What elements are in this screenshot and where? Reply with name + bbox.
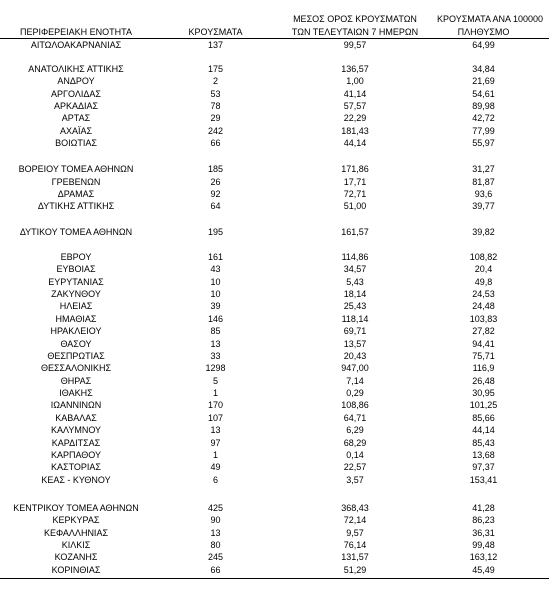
avg7-cell: 114,86: [341, 252, 369, 262]
per100k-cell: 36,31: [472, 528, 495, 538]
cases-cell: 26: [210, 177, 221, 187]
table-row: [0, 300, 551, 312]
region-cell: ΙΩΑΝΝΙΝΩΝ: [50, 400, 102, 410]
cases-cell: 195: [207, 227, 224, 237]
table-row: [0, 527, 551, 539]
table-row: [0, 399, 551, 411]
region-cell: ΒΟΡΕΙΟΥ ΤΟΜΕΑ ΑΘΗΝΩΝ: [18, 164, 134, 174]
per100k-cell: 26,48: [472, 376, 495, 386]
avg7-cell: 69,71: [343, 326, 367, 336]
per100k-cell: 85,43: [472, 438, 495, 448]
table-row: [0, 88, 551, 100]
per100k-cell: 44,14: [472, 425, 495, 435]
avg7-cell: 72,71: [343, 189, 367, 199]
header-cases: ΚΡΟΥΣΜΑΤΑ: [188, 27, 243, 37]
cases-cell: 161: [207, 252, 224, 262]
table-row: [0, 564, 551, 576]
avg7-cell: 161,57: [341, 227, 369, 237]
per100k-cell: 31,27: [472, 164, 495, 174]
per100k-cell: 64,99: [472, 40, 495, 50]
table-row: [0, 338, 551, 350]
per100k-cell: 21,69: [472, 76, 495, 86]
table-row: [0, 112, 551, 124]
header-avg-line1: ΜΕΣΟΣ ΟΡΟΣ ΚΡΟΥΣΜΑΤΩΝ: [293, 14, 417, 24]
avg7-cell: 99,57: [343, 40, 367, 50]
region-cell: ΑΡΚΑΔΙΑΣ: [53, 101, 99, 111]
table-row: [0, 539, 551, 551]
region-cell: ΕΒΡΟΥ: [60, 252, 92, 262]
region-cell: ΖΑΚΥΝΘΟΥ: [51, 289, 101, 299]
avg7-cell: 68,29: [343, 438, 367, 448]
region-cell: ΕΥΡΥΤΑΝΙΑΣ: [48, 277, 104, 287]
avg7-cell: 51,29: [343, 565, 367, 575]
table-row: [0, 188, 551, 200]
header-per100k-line1: ΚΡΟΥΣΜΑΤΑ ΑΝΑ 100000: [437, 14, 543, 24]
cases-cell: 1: [212, 388, 218, 398]
cases-cell: 107: [207, 413, 224, 423]
per100k-cell: 153,41: [469, 475, 498, 485]
table-row: [0, 514, 551, 526]
table-row: [0, 200, 551, 212]
table-row: [0, 424, 551, 436]
region-cell: ΙΘΑΚΗΣ: [59, 388, 93, 398]
per100k-cell: 75,71: [472, 351, 495, 361]
avg7-cell: 76,14: [343, 540, 367, 550]
cases-cell: 33: [210, 351, 221, 361]
avg7-cell: 136,57: [341, 64, 369, 74]
region-cell: ΘΑΣΟΥ: [60, 339, 92, 349]
avg7-cell: 7,14: [346, 376, 364, 386]
per100k-cell: 77,99: [472, 126, 495, 136]
per100k-cell: 116,9: [472, 363, 495, 373]
region-cell: ΘΕΣΠΡΩΤΙΑΣ: [47, 351, 105, 361]
cases-cell: 13: [210, 339, 221, 349]
cases-cell: 53: [210, 89, 221, 99]
table-row: [0, 502, 551, 514]
region-cell: ΚΑΛΥΜΝΟΥ: [50, 425, 102, 435]
per100k-cell: 34,84: [472, 64, 495, 74]
cases-cell: 97: [210, 438, 221, 448]
header-region: ΠΕΡΙΦΕΡΕΙΑΚΗ ΕΝΟΤΗΤΑ: [19, 27, 133, 37]
avg7-cell: 0,14: [346, 450, 364, 460]
avg7-cell: 5,43: [346, 277, 364, 287]
per100k-cell: 108,82: [469, 252, 498, 262]
cases-cell: 175: [207, 64, 224, 74]
region-cell: ΚΑΡΠΑΘΟΥ: [50, 450, 102, 460]
table-row: [0, 325, 551, 337]
table-row: [0, 362, 551, 374]
table-row: [0, 163, 551, 175]
region-cell: ΚΑΣΤΟΡΙΑΣ: [51, 462, 101, 472]
avg7-cell: 64,71: [343, 413, 367, 423]
avg7-cell: 57,57: [343, 101, 367, 111]
region-cell: ΘΗΡΑΣ: [60, 376, 92, 386]
cases-cell: 1298: [205, 363, 226, 373]
table-row: [0, 137, 551, 149]
cases-cell: 5: [212, 376, 218, 386]
region-cell: ΗΜΑΘΙΑΣ: [55, 314, 97, 324]
table-row: [0, 375, 551, 387]
region-cell: ΔΥΤΙΚΗΣ ΑΤΤΙΚΗΣ: [37, 201, 115, 211]
cases-cell: 185: [207, 164, 224, 174]
header-avg-line2: ΤΩΝ ΤΕΛΕΥΤΑΙΩΝ 7 ΗΜΕΡΩΝ: [291, 27, 419, 37]
cases-cell: 1: [212, 450, 218, 460]
table-row: [0, 63, 551, 75]
table-row: [0, 551, 551, 563]
region-cell: ΔΡΑΜΑΣ: [57, 189, 95, 199]
per100k-cell: 86,23: [472, 515, 495, 525]
table-row: [0, 461, 551, 473]
region-cell: ΑΡΓΟΛΙΔΑΣ: [51, 89, 101, 99]
avg7-cell: 108,86: [341, 400, 369, 410]
table-row: [0, 263, 551, 275]
table-row: [0, 437, 551, 449]
per100k-cell: 49,8: [474, 277, 493, 287]
region-cell: ΚΑΒΑΛΑΣ: [55, 413, 97, 423]
avg7-cell: 22,57: [343, 462, 367, 472]
per100k-cell: 39,82: [472, 227, 495, 237]
per100k-cell: 24,53: [472, 289, 495, 299]
per100k-cell: 54,61: [472, 89, 495, 99]
avg7-cell: 41,14: [343, 89, 367, 99]
per100k-cell: 93,6: [474, 189, 493, 199]
cases-cell: 13: [210, 425, 221, 435]
avg7-cell: 20,43: [343, 351, 367, 361]
table-row: [0, 226, 551, 238]
region-cell: ΚΑΡΔΙΤΣΑΣ: [51, 438, 101, 448]
region-cell: ΔΥΤΙΚΟΥ ΤΟΜΕΑ ΑΘΗΝΩΝ: [19, 227, 133, 237]
per100k-cell: 163,12: [469, 552, 498, 562]
avg7-cell: 22,29: [343, 113, 367, 123]
cases-cell: 43: [210, 264, 221, 274]
avg7-cell: 6,29: [346, 425, 364, 435]
avg7-cell: 3,57: [346, 475, 364, 485]
cases-cell: 425: [207, 503, 224, 513]
cases-cell: 146: [207, 314, 224, 324]
per100k-cell: 24,48: [472, 301, 495, 311]
region-cell: ΒΟΙΩΤΙΑΣ: [55, 138, 97, 148]
per100k-cell: 39,77: [472, 201, 495, 211]
region-cell: ΚΕΑΣ - ΚΥΘΝΟΥ: [41, 475, 111, 485]
avg7-cell: 72,14: [343, 515, 367, 525]
table-row: [0, 176, 551, 188]
per100k-cell: 55,97: [472, 138, 495, 148]
table-row: [0, 75, 551, 87]
per100k-cell: 30,95: [472, 388, 495, 398]
avg7-cell: 13,57: [343, 339, 367, 349]
per100k-cell: 89,98: [472, 101, 495, 111]
per100k-cell: 97,37: [472, 462, 495, 472]
per100k-cell: 45,49: [472, 565, 495, 575]
cases-cell: 245: [207, 552, 224, 562]
cases-cell: 85: [210, 326, 221, 336]
table-row: [0, 251, 551, 263]
region-cell: ΚΟΖΑΝΗΣ: [54, 552, 98, 562]
cases-cell: 13: [210, 528, 221, 538]
avg7-cell: 131,57: [341, 552, 369, 562]
per100k-cell: 103,83: [469, 314, 498, 324]
per100k-cell: 101,25: [469, 400, 498, 410]
region-cell: ΓΡΕΒΕΝΩΝ: [51, 177, 101, 187]
region-cell: ΚΙΛΚΙΣ: [61, 540, 91, 550]
region-cell: ΗΡΑΚΛΕΙΟΥ: [50, 326, 102, 336]
cases-cell: 66: [210, 565, 221, 575]
region-cell: ΗΛΕΙΑΣ: [59, 301, 93, 311]
avg7-cell: 51,00: [343, 201, 367, 211]
avg7-cell: 181,43: [341, 126, 369, 136]
per100k-cell: 94,41: [472, 339, 495, 349]
region-cell: ΚΟΡΙΝΘΙΑΣ: [51, 565, 101, 575]
avg7-cell: 947,00: [341, 363, 369, 373]
table-row: [0, 100, 551, 112]
per100k-cell: 42,72: [472, 113, 495, 123]
avg7-cell: 9,57: [346, 528, 364, 538]
region-cell: ΘΕΣΣΑΛΟΝΙΚΗΣ: [40, 363, 112, 373]
region-cell: ΑΙΤΩΛΟΑΚΑΡΝΑΝΙΑΣ: [30, 40, 122, 50]
cases-cell: 6: [212, 475, 218, 485]
cases-cell: 66: [210, 138, 221, 148]
region-cell: ΚΕΡΚΥΡΑΣ: [52, 515, 100, 525]
cases-cell: 137: [207, 40, 224, 50]
avg7-cell: 118,14: [341, 314, 369, 324]
avg7-cell: 18,14: [343, 289, 367, 299]
cases-cell: 242: [207, 126, 224, 136]
cases-cell: 49: [210, 462, 221, 472]
cases-cell: 170: [207, 400, 224, 410]
avg7-cell: 17,71: [343, 177, 367, 187]
cases-cell: 10: [210, 277, 221, 287]
table-row: [0, 387, 551, 399]
cases-cell: 92: [210, 189, 221, 199]
avg7-cell: 171,86: [341, 164, 369, 174]
region-cell: ΚΕΝΤΡΙΚΟΥ ΤΟΜΕΑ ΑΘΗΝΩΝ: [13, 503, 139, 513]
avg7-cell: 44,14: [343, 138, 367, 148]
table-row: [0, 412, 551, 424]
cases-cell: 64: [210, 201, 221, 211]
table-row: [0, 350, 551, 362]
cases-cell: 78: [210, 101, 221, 111]
avg7-cell: 1,00: [346, 76, 364, 86]
region-cell: ΑΝΑΤΟΛΙΚΗΣ ΑΤΤΙΚΗΣ: [28, 64, 124, 74]
cases-cell: 10: [210, 289, 221, 299]
table-row: [0, 276, 551, 288]
cases-cell: 29: [210, 113, 221, 123]
cases-cell: 80: [210, 540, 221, 550]
per100k-cell: 81,87: [472, 177, 495, 187]
per100k-cell: 41,28: [472, 503, 495, 513]
region-cell: ΑΧΑΪΑΣ: [59, 126, 93, 136]
per100k-cell: 27,82: [472, 326, 495, 336]
cases-cell: 2: [212, 76, 218, 86]
header-per100k-line2: ΠΛΗΘΥΣΜΟ: [457, 27, 510, 37]
avg7-cell: 34,57: [343, 264, 367, 274]
bottom-divider: [0, 578, 549, 579]
cases-cell: 90: [210, 515, 221, 525]
region-cell: ΚΕΦΑΛΛΗΝΙΑΣ: [43, 528, 109, 538]
table-row: [0, 125, 551, 137]
table-row: [0, 474, 551, 486]
table-row: [0, 288, 551, 300]
avg7-cell: 368,43: [341, 503, 369, 513]
avg7-cell: 0,29: [346, 388, 364, 398]
per100k-cell: 99,48: [472, 540, 495, 550]
region-cell: ΑΝΔΡΟΥ: [57, 76, 95, 86]
per100k-cell: 13,68: [472, 450, 495, 460]
table-row: [0, 39, 551, 51]
cases-cell: 39: [210, 301, 221, 311]
per100k-cell: 20,4: [474, 264, 493, 274]
table-row: [0, 313, 551, 325]
table-row: [0, 449, 551, 461]
region-cell: ΑΡΤΑΣ: [61, 113, 91, 123]
region-cell: ΕΥΒΟΙΑΣ: [56, 264, 96, 274]
avg7-cell: 25,43: [343, 301, 367, 311]
per100k-cell: 85,66: [472, 413, 495, 423]
